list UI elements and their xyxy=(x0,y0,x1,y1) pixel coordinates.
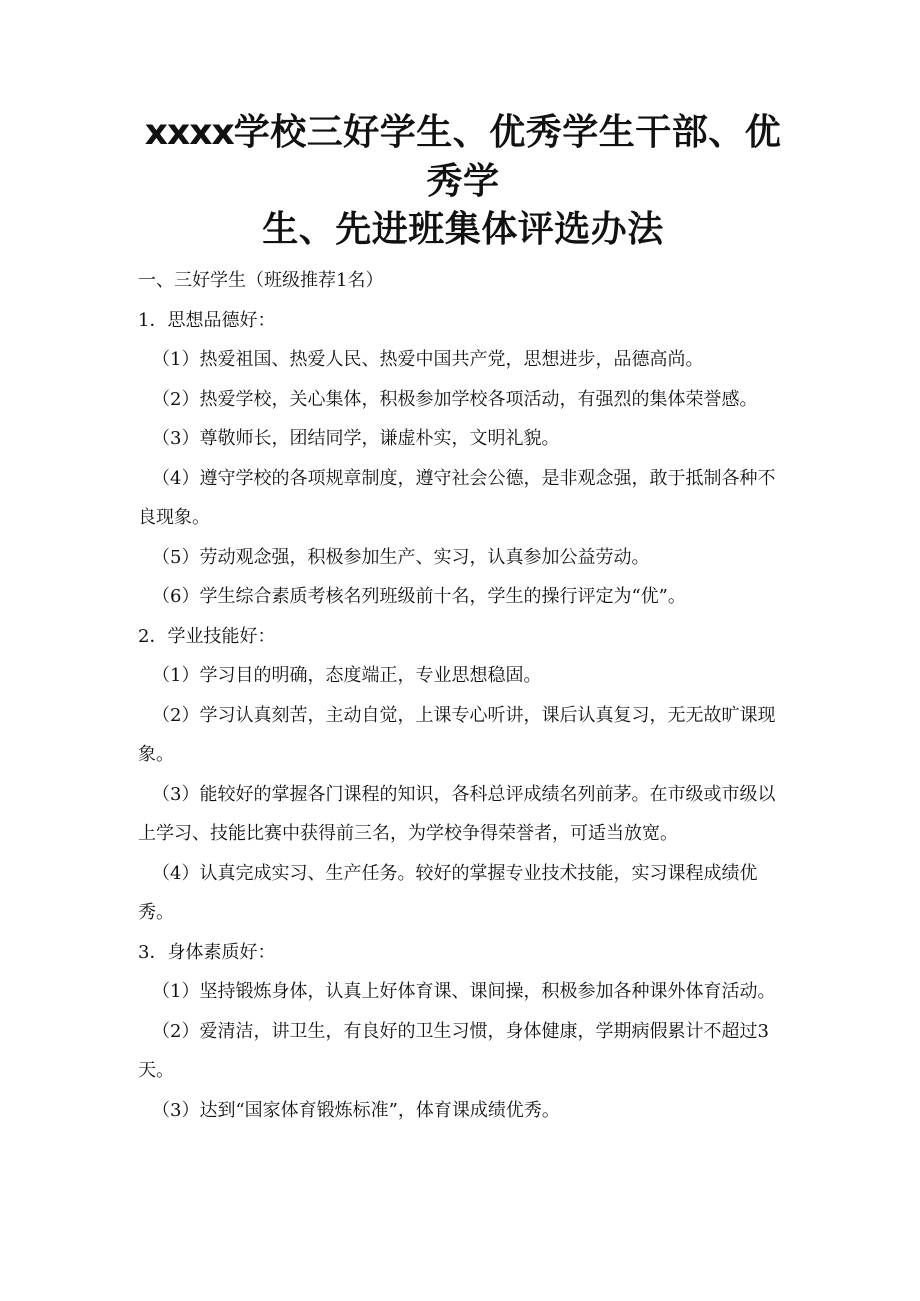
list-item-text: （3）达到“国家体育锻炼标准”，体育课成绩优秀。 xyxy=(152,1099,560,1121)
list-item-text: （3）能较好的掌握各门课程的知识，各科总评成绩名列前茅。在市级或市级以上学习、技能比赛中获得前三名，为学校争得荣誉者，可适当放宽。 xyxy=(138,783,776,844)
list-item-text: （1）坚持锻炼身体，认真上好体育课、课间操，积极参加各种课外体育活动。 xyxy=(152,981,776,1002)
list-item-text: （4）遵守学校的各项规章制度，遵守社会公德，是非观念强，敢于抵制各种不良现象。 xyxy=(138,467,776,528)
list-item-text: （1）热爱祖国、热爱人民、热爱中国共产党，思想进步，品德高尚。 xyxy=(152,349,704,370)
list-item xyxy=(138,577,788,617)
list-item-text: （2）爱清洁，讲卫生，有良好的卫生习惯，身体健康，学期病假累计不超过3天。 xyxy=(138,1020,769,1081)
list-item xyxy=(138,656,788,696)
list-item-text: （1）学习目的明确，态度端正，专业思想稳固。 xyxy=(152,665,542,686)
title-prefix: xxxx xyxy=(144,112,234,153)
list-item xyxy=(138,1091,788,1131)
section-heading: 一、三好学生（班级推荐1名） xyxy=(138,270,384,291)
list-item xyxy=(138,538,788,578)
title-line-2: 生、先进班集体评选办法 xyxy=(262,208,664,250)
list-item-text: （6）学生综合素质考核名列班级前十名，学生的操行评定为“优”。 xyxy=(152,586,686,607)
title-line-1-text: 学校三好学生、优秀学生干部、优秀学 xyxy=(233,111,782,202)
list-item xyxy=(138,1012,788,1091)
list-item xyxy=(138,340,788,380)
group-heading-physical: 3．身体素质好： xyxy=(138,941,276,963)
document-title xyxy=(138,108,788,253)
list-item xyxy=(138,972,788,1012)
group-heading-academics: 2．学业技能好： xyxy=(138,625,276,647)
list-item xyxy=(138,419,788,459)
list-item-text: （4）认真完成实习、生产任务。较好的掌握专业技术技能，实习课程成绩优秀。 xyxy=(138,862,758,923)
list-item-text: （5）劳动观念强，积极参加生产、实习，认真参加公益劳动。 xyxy=(152,546,650,568)
list-item-text: （3）尊敬师长，团结同学，谦虚朴实，文明礼貌。 xyxy=(152,428,560,449)
group-heading-morality: 1．思想品德好： xyxy=(138,309,276,331)
list-item xyxy=(138,854,788,933)
list-item xyxy=(138,380,788,420)
list-item-text: （2）学习认真刻苦，主动自觉，上课专心听讲，课后认真复习，无无故旷课现象。 xyxy=(138,704,776,765)
list-item-text: （2）热爱学校，关心集体，积极参加学校各项活动，有强烈的集体荣誉感。 xyxy=(152,388,758,410)
title-line-1 xyxy=(138,108,788,205)
list-item xyxy=(138,459,788,538)
list-item xyxy=(138,775,788,854)
list-item xyxy=(138,696,788,775)
